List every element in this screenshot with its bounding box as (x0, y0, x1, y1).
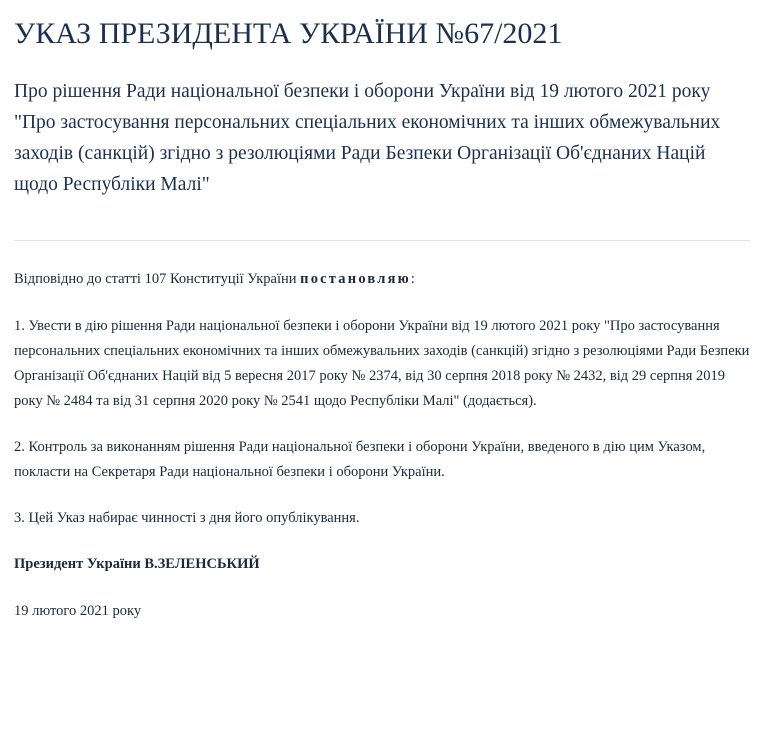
decree-clause-3: 3. Цей Указ набирає чинності з дня його опублікування. (14, 510, 360, 526)
page-title: УКАЗ ПРЕЗИДЕНТА УКРАЇНИ №67/2021 (14, 17, 563, 50)
decree-clause-2: 2. Контроль за виконанням рішення Ради національної безпеки і оборони України, введеного в дію цим Указом, покласти на Секретаря Ради національної безпеки і оборони України. (14, 439, 706, 480)
section-divider (14, 240, 750, 241)
document-date: 19 лютого 2021 року (14, 603, 142, 619)
decree-intro-colon: : (410, 271, 415, 287)
document-subtitle: Про рішення Ради національної безпеки і оборони України від 19 лютого 2021 року "Про застосування персональних спеціальних економічних та інших обмежувальних заходів (санкцій) згідно з резолюціями Ради Безпеки Організації Об'єднаних Націй щодо Республіки Малі" (14, 81, 721, 195)
decree-intro (14, 267, 750, 292)
decree-clause-1: 1. Увести в дію рішення Ради національної безпеки і оборони України від 19 лютого 2021 року "Про застосування персональних спеціальних економічних та інших обмежувальних заходів (санкцій) згідно з резолюціями Ради Безпеки Організації Об'єднаних Націй від 5 вересня 2017 року № 2374, від 30 серпня 2018 року № 2432, від 29 серпня 2019 року № 2484 та від 31 серпня 2020 року № 2541 щодо Республіки Малі" (додається). (14, 318, 750, 409)
decree-intro-text: Відповідно до статті 107 Конституції України (14, 271, 301, 287)
decree-keyword: постановляю (300, 271, 411, 287)
president-signature: Президент України В.ЗЕЛЕНСЬКИЙ (14, 556, 260, 572)
